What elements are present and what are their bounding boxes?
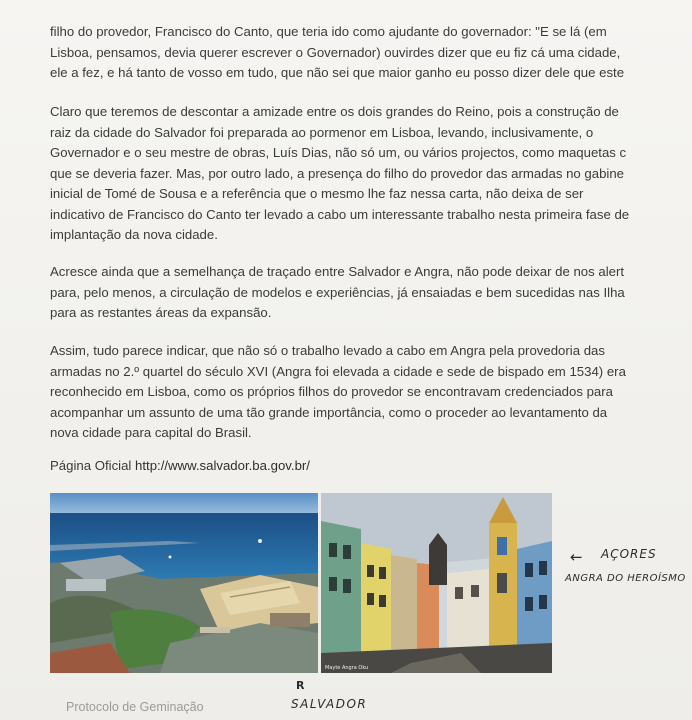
text-line: Lisboa, pensamos, devia querer escrever o Governador) ouvirdes dizer que eu fiz cá uma cidade, (50, 44, 621, 60)
angra-street-photo (321, 493, 552, 673)
text-line: armadas no 2.º quartel do século XVI (Angra foi elevada a cidade e sede de bispado em 1534) era (50, 363, 626, 379)
text-line: para as restantes áreas da expansão. (50, 305, 272, 320)
handwritten-angra: ANGRA DO HEROÍSMO (565, 573, 686, 584)
paragraph-2 (50, 102, 675, 246)
paragraph-1 (50, 22, 675, 84)
text-line: indicativo de Francisco do Canto ter levado a cabo um interessante trabalho nesta primeira fase de (50, 206, 630, 222)
text-line: implantação da nova cidade. (50, 227, 218, 242)
text-line: acompanhar um assunto de uma tão grande importância, como o proceder ao levantamento da (50, 404, 608, 420)
angra-street-image (321, 493, 552, 673)
official-page-link[interactable]: http://www.salvador.ba.gov.br/ (135, 458, 310, 473)
left-arrow-icon: ← (570, 548, 583, 566)
text-line: raiz da cidade do Salvador foi preparada ao pormenor em Lisboa, levando, inclusivamente, o (50, 124, 594, 140)
official-page-line (50, 456, 675, 477)
official-page-label: Página Oficial (50, 458, 136, 473)
paragraph-4 (50, 341, 675, 444)
text-line: Governador e o seu mestre de obras, Luís Dias, não só um, ou vários projectos, como maquetas c (50, 145, 627, 160)
text-line: ele a fez, e há tanto de vosso em tudo, que não sei que maior ganho eu posso dizer dele que este (50, 65, 625, 80)
salvador-harbour-photo (50, 493, 318, 673)
text-line: que se deveria fazer. Mas, por outro lado, a presença do filho do provedor das armadas no gabine (50, 165, 625, 181)
handwritten-acores: AÇORES (601, 547, 657, 561)
text-line: nova cidade para capital do Brasil. (50, 425, 252, 440)
text-line: Assim, tudo parece indicar, que não só o trabalho levado a cabo em Angra pela provedoria das (50, 343, 605, 358)
text-line: inicial de Tomé de Sousa e a referência que o mesmo lhe faz nessa carta, não deixa de ser (50, 186, 584, 201)
photo-caption: Protocolo de Geminação (66, 700, 204, 714)
handwritten-mark: R (296, 679, 305, 692)
salvador-harbour-image (50, 493, 318, 673)
handwritten-salvador: SALVADOR (291, 697, 368, 711)
text-line: Acresce ainda que a semelhança de traçado entre Salvador e Angra, não pode deixar de nos alert (50, 264, 625, 279)
paragraph-3 (50, 262, 675, 324)
text-line: Claro que teremos de descontar a amizade entre os dois grandes do Reino, pois a construção de (50, 104, 619, 119)
photo-credit: Mayte Angra Oku (325, 665, 369, 671)
text-line: filho do provedor, Francisco do Canto, que teria ido como ajudante do governador: "E se lá (em (50, 24, 607, 39)
text-line: reconhecido em Lisboa, como os próprios filhos do provedor se encontravam credenciados para (50, 384, 613, 399)
text-line: para, pelo menos, a circulação de modelos e experiências, já ensaiadas e bem sucedidas nas Ilha (50, 284, 625, 300)
